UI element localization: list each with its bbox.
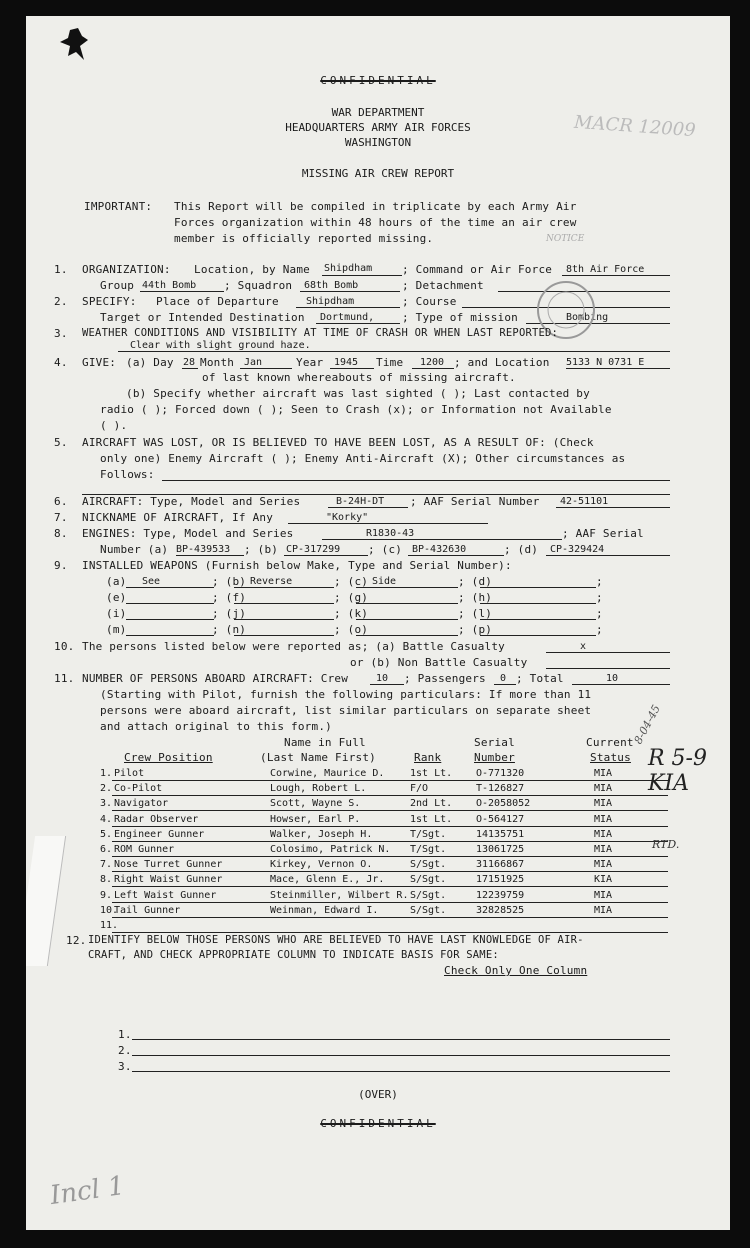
important-label: IMPORTANT: [84, 200, 153, 213]
nickname-value: "Korky" [326, 512, 369, 523]
weapon-slot-label: (m) [106, 623, 127, 636]
header-position: Crew Position [124, 751, 213, 764]
crew-serial: 32828525 [476, 904, 525, 916]
lost-line2: only one) Enemy Aircraft ( ); Enemy Anti-Aircraft (X); Other circumstances as [100, 452, 626, 465]
persons-aboard-label: NUMBER OF PERSONS ABOARD AIRCRAFT: Crew [82, 672, 349, 685]
weapon-slot-label: ; (j) [212, 607, 247, 620]
engines-label: ENGINES: Type, Model and Series [82, 527, 294, 540]
engine-c-label: ; (c) [368, 543, 403, 556]
important-line1: This Report will be compiled in triplicate by each Army Air [174, 200, 577, 213]
weapon-slot-label: ; (b) [212, 575, 247, 588]
header-status2: Status [590, 751, 631, 764]
day-label: (a) Day [126, 356, 174, 369]
weapon-value: Reverse [250, 576, 293, 587]
crew-position: Right Waist Gunner [114, 874, 223, 886]
engine-b-label: ; (b) [244, 543, 279, 556]
weapon-slot-label: ; (l) [458, 607, 493, 620]
crew-rank: F/O [410, 783, 429, 795]
crew-serial: T-126827 [476, 783, 525, 795]
crew-num: 1. [100, 768, 113, 779]
month-label: Month [200, 356, 235, 369]
weapon-slot-label: ; (k) [334, 607, 369, 620]
crew-num: 8. [100, 874, 113, 886]
knowledge-row-number: 2. [118, 1044, 132, 1057]
identify-line1: IDENTIFY BELOW THOSE PERSONS WHO ARE BELIEVED TO HAVE LAST KNOWLEDGE OF AIR- [88, 934, 584, 946]
header-serial2: Number [474, 751, 515, 764]
header-name2: (Last Name First) [260, 751, 376, 764]
time-value: 1200 [420, 357, 445, 368]
header-name1: Name in Full [284, 736, 366, 749]
item12-number: 12. [66, 934, 87, 947]
persons-line4: and attach original to this form.) [100, 720, 332, 733]
header-line1: WAR DEPARTMENT [331, 106, 425, 119]
crew-serial: 12239759 [476, 889, 525, 901]
weapon-value: See [142, 576, 161, 587]
month-value: Jan [244, 357, 263, 368]
item8-number: 8. [54, 527, 68, 540]
passengers-count: 0 [500, 673, 507, 684]
crew-position: Engineer Gunner [114, 828, 205, 840]
date-handwriting: 8-04-45 [631, 702, 663, 747]
header-status1: Current [586, 736, 634, 749]
knowledge-row-number: 1. [118, 1028, 132, 1041]
persons-line2: (Starting with Pilot, furnish the following particulars: If more than 11 [100, 688, 592, 701]
crew-serial: 14135751 [476, 828, 525, 840]
crew-status: MIA [594, 768, 613, 779]
item7-number: 7. [54, 511, 68, 524]
crew-status: MIA [594, 859, 613, 871]
crew-position: Left Waist Gunner [114, 889, 217, 901]
crew-name: Howser, Earl P. [270, 813, 361, 825]
crew-status: MIA [594, 798, 613, 810]
crew-status: MIA [594, 828, 613, 840]
classification-bottom: CONFIDENTIAL [320, 1117, 436, 1130]
group-value: 44th Bomb [142, 280, 197, 291]
mission-value: Bombing [566, 312, 609, 323]
item10-number: 10. [54, 640, 75, 653]
weapon-slot-label: (e) [106, 591, 127, 604]
crash-location-label: ; and Location [454, 356, 550, 369]
battle-casualty-mark: x [580, 641, 587, 652]
ink-blot-icon [56, 26, 92, 68]
casualty-line1: The persons listed below were reported as; (a) Battle Casualty [82, 640, 505, 653]
lost-line1: AIRCRAFT WAS LOST, OR IS BELIEVED TO HAVE BEEN LOST, AS A RESULT OF: (Check [82, 436, 594, 449]
check-column-label: Check Only One Column [444, 964, 588, 977]
crew-rank: T/Sgt. [410, 828, 447, 840]
crew-num: 10. [100, 904, 119, 916]
year-label: Year [296, 356, 324, 369]
crew-rank: S/Sgt. [410, 889, 447, 901]
crew-name: Corwine, Maurice D. [270, 768, 385, 779]
item3-number: 3. [54, 327, 68, 340]
time-label: Time [376, 356, 404, 369]
engine-d-label: ; (d) [504, 543, 539, 556]
weapon-slot-label: ; (f) [212, 591, 247, 604]
crew-position: Navigator [114, 798, 169, 810]
organization-label: ORGANIZATION: [82, 263, 171, 276]
crew-name: Colosimo, Patrick N. [270, 844, 391, 855]
give-line5: ( ). [100, 419, 128, 432]
engine-b-value: CP-317299 [286, 544, 341, 555]
year-value: 1945 [334, 357, 359, 368]
engine-d-value: CP-329424 [550, 544, 605, 555]
engine-a-value: BP-439533 [176, 544, 231, 555]
header-rank: Rank [414, 751, 442, 764]
crew-position: Tail Gunner [114, 904, 181, 916]
over-label: (OVER) [358, 1088, 398, 1101]
crew-name: Scott, Wayne S. [270, 798, 361, 810]
crew-rank: T/Sgt. [410, 844, 447, 855]
crew-num: 5. [100, 828, 113, 840]
engine-value: R1830-43 [366, 528, 415, 539]
crew-position: Co-Pilot [114, 783, 163, 795]
lost-line3: Follows: [100, 468, 155, 481]
detachment-label: ; Detachment [402, 279, 484, 292]
anti-aircraft-mark: X [447, 452, 455, 465]
total-count: 10 [606, 673, 619, 684]
departure-label: Place of Departure [156, 295, 279, 308]
header-line2: HEADQUARTERS ARMY AIR FORCES [285, 121, 471, 134]
weapon-slot-label: ; (o) [334, 623, 369, 636]
crew-num: 4. [100, 813, 113, 825]
macr-number-handwriting: MACR 12009 [573, 111, 697, 142]
crew-num: 2. [100, 783, 113, 795]
crew-serial: O-2058052 [476, 798, 531, 810]
important-line3: member is officially reported missing. [174, 232, 434, 245]
engine-c-value: BP-432630 [412, 544, 467, 555]
crew-position: ROM Gunner [114, 844, 175, 855]
item2-number: 2. [54, 295, 68, 308]
crew-serial: 17151925 [476, 874, 525, 886]
weapon-slot-label: (a) [106, 575, 127, 588]
status-handwriting: R 5-9 KIA [648, 746, 707, 796]
location-label: Location, by Name [194, 263, 310, 276]
crew-num: 6. [100, 844, 113, 855]
weapon-slot-label: ; (g) [334, 591, 369, 604]
identify-line2: CRAFT, AND CHECK APPROPRIATE COLUMN TO INDICATE BASIS FOR SAME: [88, 949, 499, 961]
casualty-line2: or (b) Non Battle Casualty [350, 656, 528, 669]
crew-status: MIA [594, 889, 613, 901]
mission-label: ; Type of mission [402, 311, 518, 324]
weapon-slot-label: ; (h) [458, 591, 493, 604]
command-value: 8th Air Force [566, 264, 645, 275]
weapon-slot-label: ; (p) [458, 623, 493, 636]
crew-name: Lough, Robert L. [270, 783, 367, 795]
report-title: MISSING AIR CREW REPORT [301, 167, 455, 180]
rtd-handwriting: RTD. [652, 838, 680, 851]
crew-rank: 1st Lt. [410, 768, 453, 779]
crew-serial: 31166867 [476, 859, 525, 871]
incl-handwriting: Incl 1 [48, 1170, 127, 1212]
weapon-slot-label: ; [596, 607, 603, 620]
specify-label: SPECIFY: [82, 295, 137, 308]
item4-number: 4. [54, 356, 68, 369]
weapons-label: INSTALLED WEAPONS (Furnish below Make, Type and Serial Number): [82, 559, 512, 572]
crew-status: MIA [594, 904, 613, 916]
crew-status: MIA [594, 783, 613, 795]
crew-serial: 13061725 [476, 844, 525, 855]
weather-label: WEATHER CONDITIONS AND VISIBILITY AT TIME OF CRASH OR WHEN LAST REPORTED: [82, 327, 559, 339]
give-line2: of last known whereabouts of missing aircraft. [202, 371, 516, 384]
paper-tab [26, 836, 66, 966]
departure-value: Shipdham [306, 296, 355, 307]
item11-number: 11. [54, 672, 75, 685]
crew-status: KIA [594, 874, 613, 886]
crew-name: Weinman, Edward I. [270, 904, 379, 916]
aircraft-type-value: B-24H-DT [336, 496, 385, 507]
classification-top: CONFIDENTIAL [320, 74, 436, 87]
crew-rank: S/Sgt. [410, 859, 447, 871]
notice-stamp-text: NOTICE [546, 234, 585, 244]
crew-num: 11. [100, 920, 119, 931]
crew-serial: O-564127 [476, 813, 525, 825]
total-label: ; Total [516, 672, 564, 685]
squadron-value: 68th Bomb [304, 280, 359, 291]
crew-num: 7. [100, 859, 113, 871]
aircraft-serial-value: 42-51101 [560, 496, 609, 507]
engine-serial-label: ; AAF Serial [562, 527, 644, 540]
crew-rank: 1st Lt. [410, 813, 453, 825]
crew-position: Pilot [114, 768, 145, 779]
weapon-slot-label: ; (d) [458, 575, 493, 588]
passengers-label: ; Passengers [404, 672, 486, 685]
weapon-slot-label: ; (c) [334, 575, 369, 588]
crew-position: Radar Observer [114, 813, 199, 825]
header-serial1: Serial [474, 736, 515, 749]
report-page [26, 16, 730, 1230]
command-label: ; Command or Air Force [402, 263, 553, 276]
crew-count: 10 [376, 673, 389, 684]
crew-position: Nose Turret Gunner [114, 859, 223, 871]
day-value: 28 [183, 357, 196, 368]
important-line2: Forces organization within 48 hours of the time an air crew [174, 216, 577, 229]
crew-rank: 2nd Lt. [410, 798, 453, 810]
weapon-slot-label: (i) [106, 607, 127, 620]
persons-line3: persons were aboard aircraft, list similar particulars on separate sheet [100, 704, 592, 717]
crew-name: Kirkey, Vernon O. [270, 859, 373, 871]
give-line3: (b) Specify whether aircraft was last sighted ( ); Last contacted by [126, 387, 590, 400]
weapon-slot-label: ; [596, 623, 603, 636]
aircraft-type-label: AIRCRAFT: Type, Model and Series [82, 495, 301, 508]
give-line4: radio ( ); Forced down ( ); Seen to Crash (x); or Information not Available [100, 403, 612, 416]
group-label: Group [100, 279, 135, 292]
crew-status: MIA [594, 813, 613, 825]
knowledge-row-number: 3. [118, 1060, 132, 1073]
target-label: Target or Intended Destination [100, 311, 305, 324]
crew-serial: O-771320 [476, 768, 525, 779]
header-line3: WASHINGTON [344, 136, 412, 149]
engine-number-label: Number (a) [100, 543, 169, 556]
weather-value: Clear with slight ground haze. [130, 340, 311, 351]
item9-number: 9. [54, 559, 68, 572]
weapon-value: Side [372, 576, 397, 587]
crash-location-value: 5133 N 0731 E [566, 357, 645, 368]
item6-number: 6. [54, 495, 68, 508]
aircraft-serial-label: ; AAF Serial Number [410, 495, 540, 508]
crew-num: 9. [100, 889, 113, 901]
crew-name: Walker, Joseph H. [270, 828, 373, 840]
crew-rank: S/Sgt. [410, 904, 447, 916]
crew-name: Mace, Glenn E., Jr. [270, 874, 385, 886]
weapon-slot-label: ; [596, 575, 603, 588]
seen-to-crash-mark: x [393, 403, 401, 416]
target-value: Dortmund, [320, 312, 375, 323]
course-label: ; Course [402, 295, 457, 308]
weapon-slot-label: ; [596, 591, 603, 604]
item5-number: 5. [54, 436, 68, 449]
crew-num: 3. [100, 798, 113, 810]
crew-rank: S/Sgt. [410, 874, 447, 886]
squadron-label: ; Squadron [224, 279, 293, 292]
nickname-label: NICKNAME OF AIRCRAFT, If Any [82, 511, 274, 524]
give-label: GIVE: [82, 356, 117, 369]
item1-number: 1. [54, 263, 68, 276]
weapon-slot-label: ; (n) [212, 623, 247, 636]
crew-status: MIA [594, 844, 613, 855]
crew-name: Steinmiller, Wilbert R. [270, 889, 409, 901]
location-value: Shipdham [324, 263, 373, 274]
